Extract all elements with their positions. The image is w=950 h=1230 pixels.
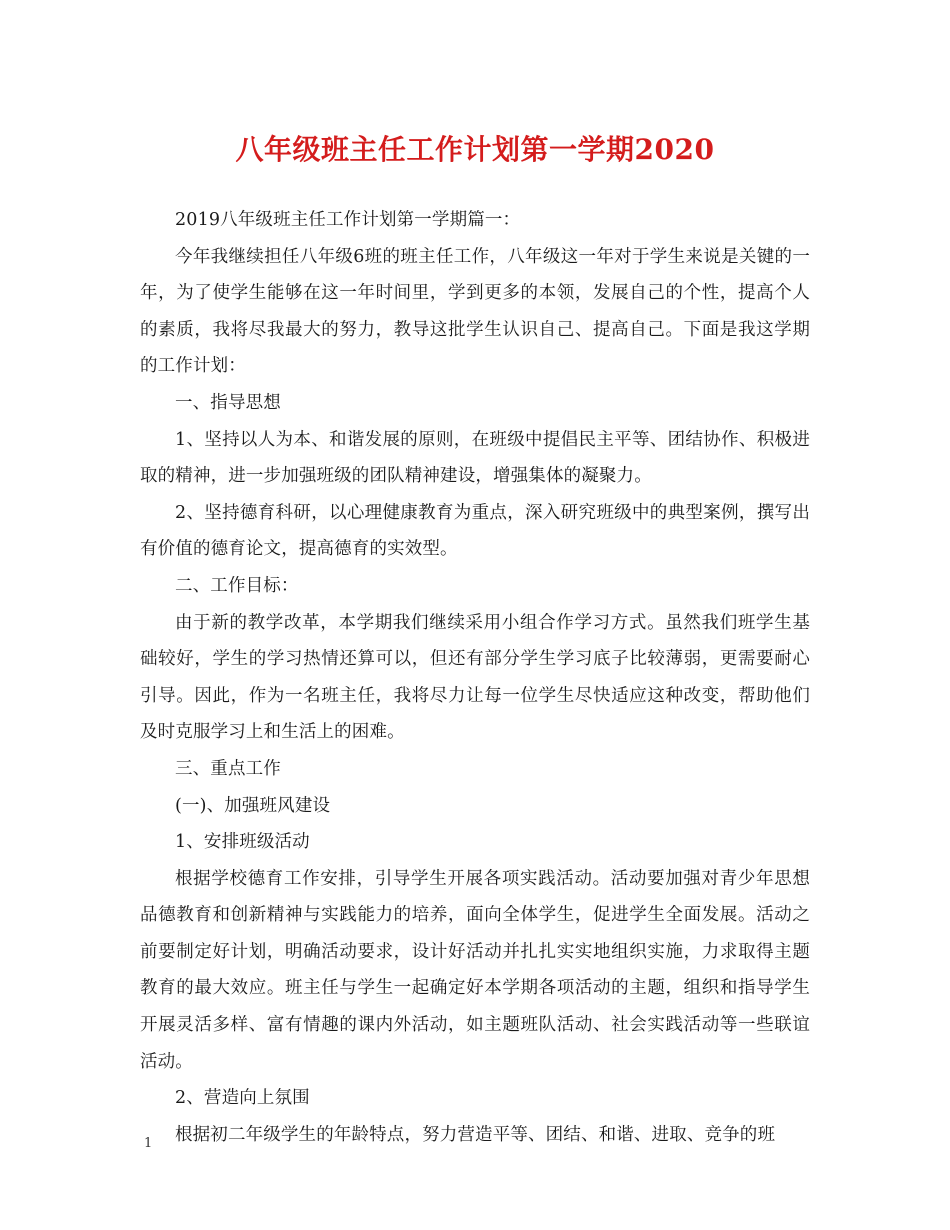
- paragraph-atmosphere: 根据初二年级学生的年龄特点，努力营造平等、团结、和谐、进取、竞争的班: [175, 1124, 776, 1145]
- heading-key-work: 三、重点工作: [175, 758, 281, 779]
- paragraph-intro: 今年我继续担任八年级6班的班主任工作，八年级这一年对于学生来说是关键的一年，为了使学生能够在这一年时间里，学到更多的本领，发展自己的个性，提高个人的素质，我将尽我最大的努力，教导这批学生认识自己、提高自己。下面是我这学期的工作计划：: [140, 246, 810, 377]
- heading-work-goals: 二、工作目标：: [175, 575, 299, 596]
- paragraph-guiding-point-1: 1、坚持以人为本、和谐发展的原则，在班级中提倡民主平等、团结协作、积极进取的精神，进一步加强班级的团队精神建设，增强集体的凝聚力。: [140, 429, 810, 487]
- paragraph-section-heading-intro: 2019八年级班主任工作计划第一学期篇一：: [175, 210, 521, 230]
- paragraph-class-activities: 根据学校德育工作安排，引导学生开展各项实践活动。活动要加强对青少年思想品德教育和创新精神与实践能力的培养，面向全体学生，促进学生全面发展。活动之前要制定好计划，明确活动要求，设计好活动并扎扎实实地组织实施，力求取得主题教育的最大效应。班主任与学生一起确定好本学期各项活动的主题，组织和指导学生开展灵活多样、富有情趣的课内外活动，如主题班队活动、社会实践活动等一些联谊活动。: [140, 868, 810, 1072]
- subheading-class-activities: 1、安排班级活动: [175, 832, 310, 853]
- subheading-class-style: (一)、加强班风建设: [175, 795, 331, 816]
- subheading-atmosphere: 2、营造向上氛围: [175, 1088, 310, 1109]
- heading-guiding-thought: 一、指导思想: [175, 392, 281, 413]
- page-number: 1: [144, 1136, 153, 1151]
- document-body: [140, 202, 810, 1153]
- paragraph-work-goals: 由于新的教学改革，本学期我们继续采用小组合作学习方式。虽然我们班学生基础较好，学生的学习热情还算可以，但还有部分学生学习底子比较薄弱，更需要耐心引导。因此，作为一名班主任，我将尽力让每一位学生尽快适应这种改变，帮助他们及时克服学习上和生活上的困难。: [140, 612, 810, 743]
- document-title: 八年级班主任工作计划第一学期2020: [235, 133, 715, 166]
- paragraph-guiding-point-2: 2、坚持德育科研，以心理健康教育为重点，深入研究班级中的典型案例，撰写出有价值的德育论文，提高德育的实效型。: [140, 502, 810, 560]
